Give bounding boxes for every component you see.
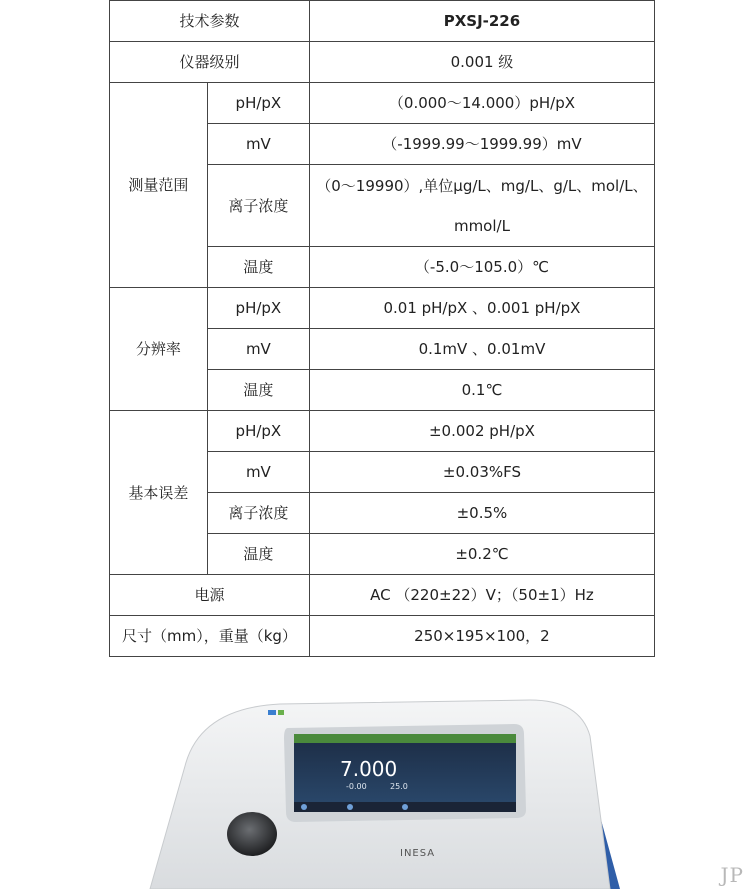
range-value: （0.000～14.000）pH/pX: [309, 83, 654, 124]
table-row: [110, 411, 655, 452]
logo-icon: [268, 710, 276, 715]
device-photo: [110, 696, 630, 889]
resolution-label: 分辨率: [110, 288, 208, 411]
grade-label: 仪器级别: [110, 42, 310, 83]
error-value: ±0.03%FS: [309, 452, 654, 493]
screen-button-icon: [347, 804, 353, 810]
power-value: AC （220±22）V；（50±1）Hz: [309, 575, 654, 616]
resolution-sub: mV: [207, 329, 309, 370]
screen-reading: 7.000: [340, 757, 398, 781]
range-sub: 离子浓度: [207, 165, 309, 247]
table-row: [110, 288, 655, 329]
screen-button-icon: [301, 804, 307, 810]
error-sub: 温度: [207, 534, 309, 575]
error-sub: mV: [207, 452, 309, 493]
size-value: 250×195×100，2: [309, 616, 654, 657]
screen: [294, 734, 516, 812]
error-label: 基本误差: [110, 411, 208, 575]
error-value: ±0.5%: [309, 493, 654, 534]
error-sub: 离子浓度: [207, 493, 309, 534]
resolution-value: 0.01 pH/pX 、0.001 pH/pX: [309, 288, 654, 329]
screen-topbar: [294, 734, 516, 743]
watermark: JP: [720, 863, 744, 887]
range-value: （-5.0～105.0）℃: [309, 247, 654, 288]
spec-table: [109, 0, 655, 657]
table-row: [110, 616, 655, 657]
range-sub: mV: [207, 124, 309, 165]
brand-label: INESA: [400, 848, 436, 859]
header-model: PXSJ-226: [309, 1, 654, 42]
resolution-value: 0.1℃: [309, 370, 654, 411]
range-label: 测量范围: [110, 83, 208, 288]
range-value: （0～19990）,单位µg/L、mg/L、g/L、mol/L、mmol/L: [309, 165, 654, 247]
screen-button-icon: [402, 804, 408, 810]
meter-illustration: [110, 696, 630, 889]
table-row: [110, 42, 655, 83]
range-value: （-1999.99～1999.99）mV: [309, 124, 654, 165]
table-row: [110, 1, 655, 42]
table-row: [110, 575, 655, 616]
range-sub: pH/pX: [207, 83, 309, 124]
resolution-sub: pH/pX: [207, 288, 309, 329]
screen-sub-reading: -0.00: [346, 782, 367, 791]
power-label: 电源: [110, 575, 310, 616]
screen-temp: 25.0: [390, 782, 408, 791]
logo-icon-secondary: [278, 710, 284, 715]
header-param: 技术参数: [110, 1, 310, 42]
size-label: 尺寸（mm），重量（kg）: [110, 616, 310, 657]
control-knob[interactable]: [227, 812, 277, 856]
error-value: ±0.2℃: [309, 534, 654, 575]
error-sub: pH/pX: [207, 411, 309, 452]
table-row: [110, 83, 655, 124]
range-sub: 温度: [207, 247, 309, 288]
resolution-value: 0.1mV 、0.01mV: [309, 329, 654, 370]
resolution-sub: 温度: [207, 370, 309, 411]
error-value: ±0.002 pH/pX: [309, 411, 654, 452]
grade-value: 0.001 级: [309, 42, 654, 83]
